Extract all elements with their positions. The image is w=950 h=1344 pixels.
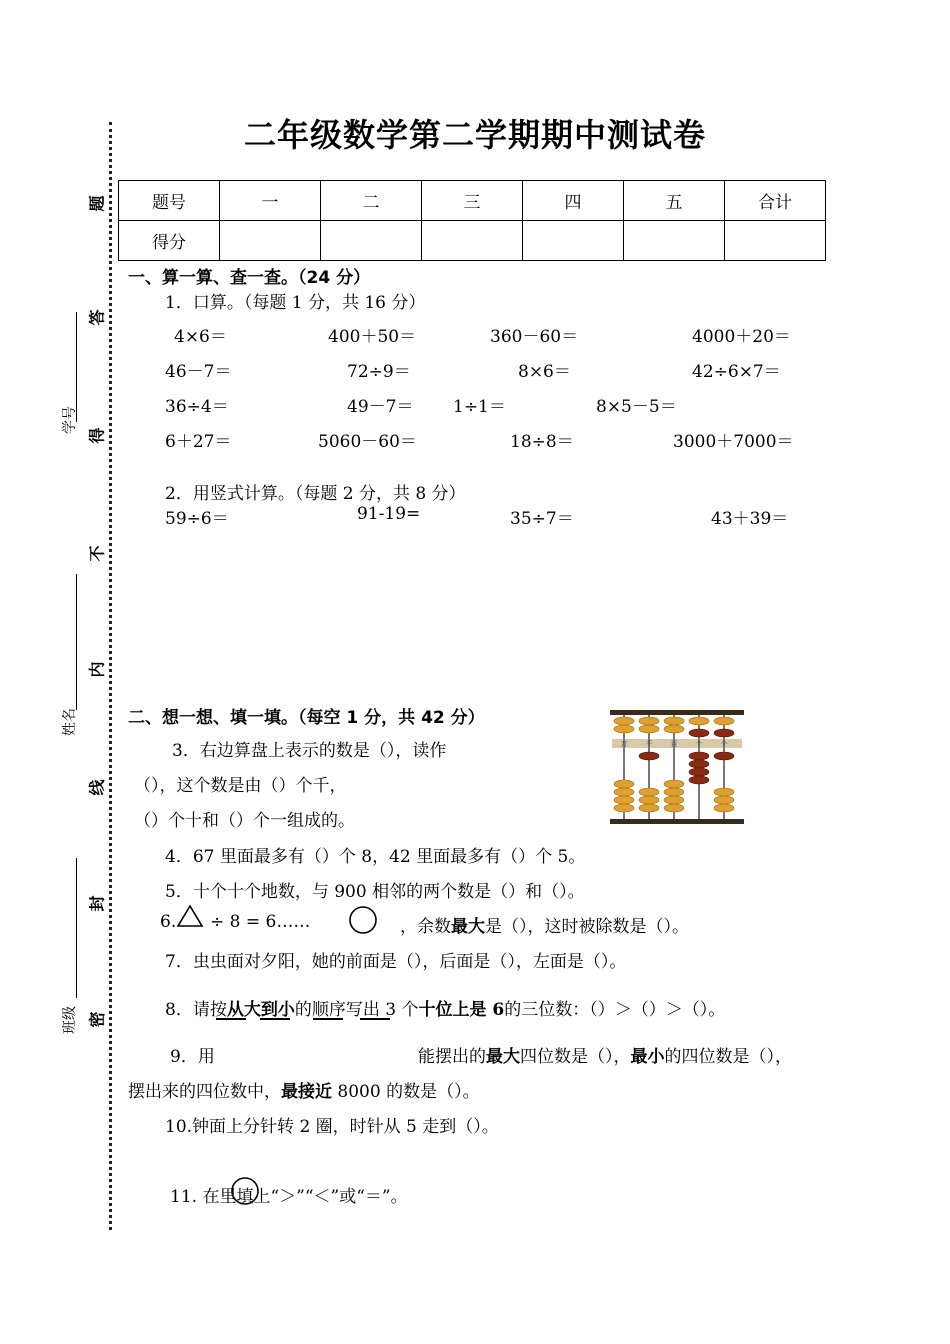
vertical-calc-item: 91-19=: [357, 504, 421, 524]
abacus-place-label: 万: [620, 740, 628, 748]
q11: 11. 在里填上“＞”“＜”或“＝”。: [170, 1187, 408, 1207]
score-cell[interactable]: [725, 221, 826, 261]
score-header-cell: 五: [624, 181, 725, 221]
student-no-line: [76, 312, 77, 422]
score-cell[interactable]: [523, 221, 624, 261]
q8-underline-3: [313, 1018, 343, 1020]
q3-line3: （）个十和（）个一组成的。: [134, 811, 355, 831]
score-cell[interactable]: [220, 221, 321, 261]
seal-char: 封: [87, 895, 107, 912]
mental-math-item: 4000＋20＝: [692, 327, 791, 347]
mental-math-item: 42÷6×7＝: [692, 362, 781, 382]
score-header-cell: 合计: [725, 181, 826, 221]
mental-math-item: 4×6＝: [174, 327, 227, 347]
abacus-place-label: 千: [645, 740, 653, 748]
vertical-calc-item: 59÷6＝: [165, 509, 229, 529]
q6-bold: 最大: [451, 917, 485, 937]
mental-math-item: 360－60＝: [490, 327, 579, 347]
q9-text-c: 四位数是（），: [520, 1047, 631, 1067]
score-row: [119, 221, 826, 261]
score-cell[interactable]: [422, 221, 523, 261]
student-no-label: 学号: [62, 406, 78, 434]
vertical-calc-item: 35÷7＝: [510, 509, 574, 529]
circle-icon: [347, 905, 379, 935]
score-header-cell: 三: [422, 181, 523, 221]
q8-bold2: 十位上是 6: [418, 1000, 505, 1020]
q3-line1: 3．右边算盘上表示的数是（），读作: [172, 741, 447, 761]
mental-math-item: 8×6＝: [518, 362, 571, 382]
seal-char: 密: [87, 1011, 107, 1028]
q9-text-f: 8000 的数是（）。: [332, 1082, 480, 1102]
q10: 10.钟面上分针转 2 圈，时针从 5 走到（）。: [165, 1117, 499, 1137]
q8-text-a: 8．请按: [165, 1000, 227, 1020]
mental-math-item: 49－7＝: [347, 397, 414, 417]
q8-underline-1: [216, 1018, 246, 1020]
q9-start: 9．用: [170, 1047, 215, 1067]
q6-prefix: 6.: [160, 912, 177, 932]
q8-bold1: 从大到小: [226, 1000, 295, 1020]
mental-math-item: 400＋50＝: [328, 327, 417, 347]
q1-label: 1．口算。（每题 1 分，共 16 分）: [165, 293, 426, 313]
q9-text-e: 摆出来的四位数中，: [128, 1082, 281, 1102]
abacus-place-label: 个: [720, 740, 728, 748]
q9-bold1: 最大: [486, 1047, 520, 1067]
score-header-cell: 四: [523, 181, 624, 221]
vertical-calc-item: 43＋39＝: [711, 509, 789, 529]
q6-text-a: ，余数: [400, 917, 451, 937]
q8-text-c: 的三位数：（）＞（）＞（）。: [504, 1000, 726, 1020]
q9-line2: [128, 1077, 480, 1102]
mental-math-item: 72÷9＝: [347, 362, 411, 382]
q8-underline-4: [360, 1018, 390, 1020]
score-header-cell: 一: [220, 181, 321, 221]
mental-math-item: 46－7＝: [165, 362, 232, 382]
seal-char: 线: [87, 779, 107, 796]
name-label: 姓名: [62, 708, 78, 736]
q9-bold3: 最接近: [281, 1082, 332, 1102]
mental-math-item: 18÷8＝: [510, 432, 574, 452]
score-table: [118, 180, 826, 261]
q9-line1: [418, 1042, 792, 1067]
score-header-cell: 题号: [119, 181, 220, 221]
q8: [165, 995, 725, 1020]
score-cell[interactable]: [321, 221, 422, 261]
section1-heading: 一、算一算、查一查。（24 分）: [128, 268, 371, 288]
abacus-place-label: 十: [695, 740, 703, 748]
name-line: [76, 574, 77, 710]
page-title: 二年级数学第二学期期中测试卷: [243, 116, 706, 154]
section2-heading: 二、想一想、填一填。（每空 1 分，共 42 分）: [128, 708, 485, 728]
score-header-cell: 二: [321, 181, 422, 221]
q5: 5．十个十个地数，与 900 相邻的两个数是（）和（）。: [165, 882, 585, 902]
seal-char: 内: [87, 661, 107, 678]
score-cell[interactable]: [624, 221, 725, 261]
q9-bold2: 最小: [630, 1047, 665, 1067]
q7: 7．虫虫面对夕阳，她的前面是（），后面是（），左面是（）。: [165, 952, 627, 972]
q9-text-b: 能摆出的: [418, 1047, 486, 1067]
q8-underline-2: [260, 1018, 290, 1020]
q3-line2: （），这个数是由（）个千，: [134, 776, 347, 796]
mental-math-item: 5060－60＝: [318, 432, 417, 452]
mental-math-item: 3000＋7000＝: [673, 432, 794, 452]
q6-text-b: 是（），这时被除数是（）。: [485, 917, 689, 937]
binding-dotted-line: [109, 122, 112, 1230]
q4: 4．67 里面最多有（）个 8，42 里面最多有（）个 5。: [165, 847, 586, 867]
mental-math-item: 36÷4＝: [165, 397, 229, 417]
q6: [160, 912, 176, 932]
q6-rest: [400, 912, 689, 937]
q6-operation: ÷ 8 = 6……: [210, 912, 311, 932]
seal-char: 答: [87, 309, 107, 326]
abacus-place-label: 百: [670, 740, 678, 748]
seal-char: 题: [87, 195, 107, 212]
triangle-icon: [176, 904, 204, 928]
abacus-image: [608, 708, 746, 826]
q8-text-b: 的顺序写出 3 个: [294, 1000, 419, 1020]
score-row-label: 得分: [119, 221, 220, 261]
mental-math-item: 1÷1＝: [453, 397, 506, 417]
q9-text-d: 的四位数是（），: [664, 1047, 792, 1067]
seal-char: 得: [87, 427, 107, 444]
class-label: 班级: [62, 1006, 78, 1034]
seal-char: 不: [87, 545, 107, 562]
circle-icon: [229, 1176, 261, 1206]
mental-math-item: 8×5－5＝: [596, 397, 677, 417]
score-header-row: [119, 181, 826, 221]
mental-math-item: 6＋27＝: [165, 432, 232, 452]
q2-label: 2．用竖式计算。（每题 2 分，共 8 分）: [165, 484, 466, 504]
class-line: [76, 858, 77, 998]
